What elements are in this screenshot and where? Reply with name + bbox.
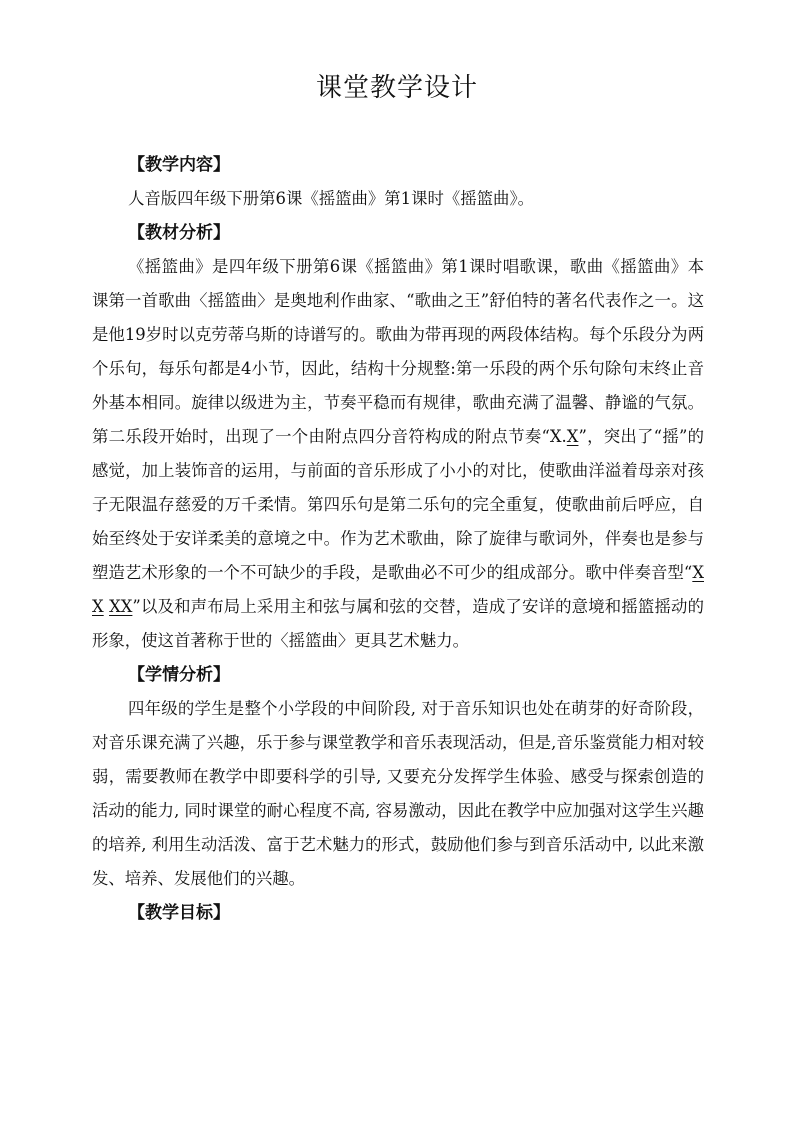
heading-student-analysis: 【学情分析】 — [128, 665, 230, 685]
document-body — [92, 148, 704, 930]
heading-teaching-content: 【教学内容】 — [128, 155, 230, 175]
rhythm-dotted-note: X. — [549, 427, 567, 446]
accompaniment-pattern-a: XX — [92, 563, 704, 616]
document-title: 课堂教学设计 — [315, 73, 478, 103]
material-text-part3: ”以及和声布局上采用主和弦与属和弦的交替，造成了安详的意境和摇篮摇动的形象，使这首著称于世的〈摇篮曲〉更具艺术魅力。 — [92, 597, 704, 650]
material-text-part2: ”，突出了“摇”的感觉，加上装饰音的运用，与前面的音乐形成了小小的对比，使歌曲洋溢着母亲对孩子无限温存慈爱的万千柔情。第四乐句是第二乐句的完全重复，使歌曲前后呼应，自始至终处于安详柔美的意境之中。作为艺术歌曲，除了旋律与歌词外，伴奏也是参与塑造艺术形象的一个不可缺少的手段，是歌曲必不可少的组成部分。歌中伴奏音型“ — [92, 427, 704, 582]
paragraph-material-analysis — [92, 250, 704, 658]
material-text-part1: 《摇篮曲》是四年级下册第6课《摇篮曲》第1课时唱歌课，歌曲《摇篮曲》本课第一首歌曲〈摇篮曲〉是奥地利作曲家、“歌曲之王”舒伯特的著名代表作之一。这是他19岁时以克劳蒂乌斯的诗谱写的。歌曲为带再现的两段体结构。每个乐段分为两个乐句，每乐句都是4小节，因此，结构十分规整:第一乐段的两个乐句除句末终止音外基本相同。旋律以级进为主，节奏平稳而有规律，歌曲充满了温馨、静谧的气氛。第二乐段开始时，出现了一个由附点四分音符构成的附点节奏“ — [92, 257, 704, 446]
rhythm-underlined-note: X — [566, 427, 579, 446]
paragraph-teaching-content: 人音版四年级下册第6课《摇篮曲》第1课时《摇篮曲》。 — [128, 189, 535, 208]
heading-teaching-objectives: 【教学目标】 — [128, 903, 230, 923]
heading-material-analysis: 【教材分析】 — [128, 223, 230, 243]
accompaniment-pattern-b: XX — [109, 597, 133, 616]
paragraph-student-analysis: 四年级的学生是整个小学段的中间阶段, 对于音乐知识也处在萌芽的好奇阶段，对音乐课充满了兴趣，乐于参与课堂教学和音乐表现活动，但是,音乐鉴赏能力相对较弱，需要教师在教学中即要科学的引导, 又要充分发挥学生体验、感受与探索创造的活动的能力, 同时课堂的耐心程度不高, 容易激动，因此在教学中应加强对这学生兴趣的培养, 利用生动活泼、富于艺术魅力的形式，鼓励他们参与到音乐活动中, 以此来激发、培养、发展他们的兴趣。 — [92, 699, 704, 888]
